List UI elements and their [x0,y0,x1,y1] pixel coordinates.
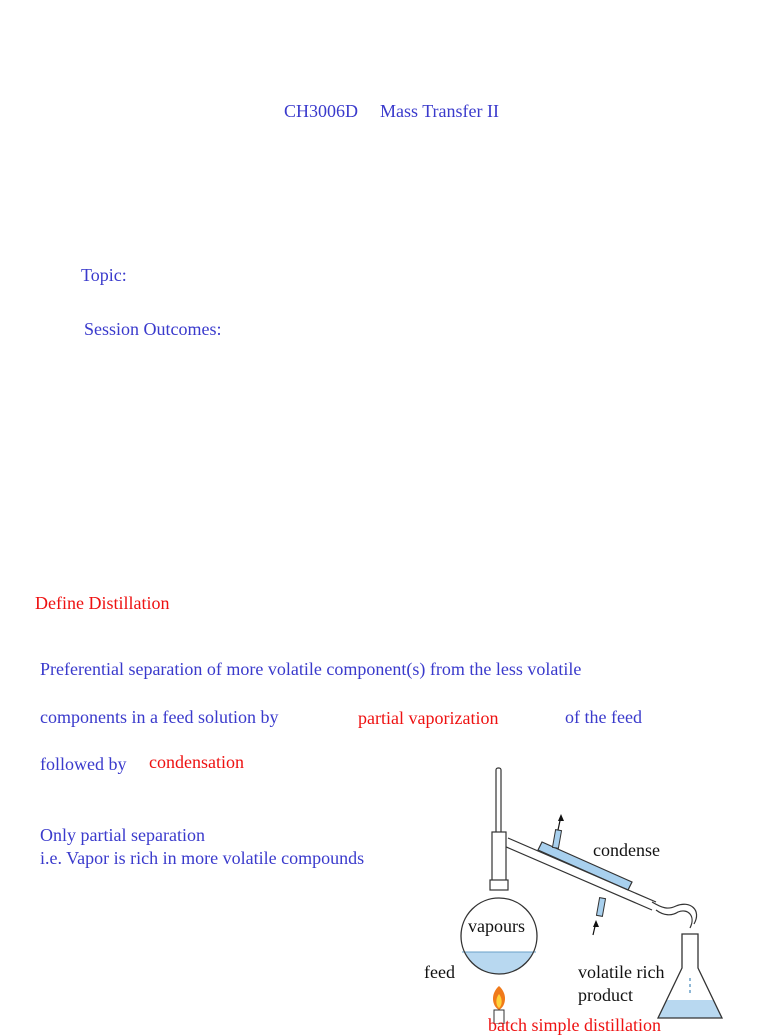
vapours-label: vapours [468,916,525,936]
erlenmeyer-flask [655,934,725,1020]
topic-label: Topic: [81,265,127,285]
definition-line-1: Preferential separation of more volatile component(s) from the less volatile [40,659,582,679]
course-title [284,100,499,122]
session-outcomes-label: Session Outcomes: [84,319,222,339]
round-bottom-flask [455,898,545,992]
condensation-highlight: condensation [149,752,244,772]
course-name: Mass Transfer II [380,101,500,121]
definition-line-3-start: followed by [40,754,127,774]
define-distillation-heading: Define Distillation [35,593,170,613]
diagram-caption: batch simple distillation [488,1015,661,1035]
arrow-up-icon [558,814,564,830]
course-code: CH3006D [284,101,359,121]
product-label: product [578,985,633,1005]
definition-line-2-start: components in a feed solution by [40,707,279,727]
partial-vaporization-highlight: partial vaporization [358,708,499,728]
feed-label: feed [424,962,455,982]
partial-separation-note: Only partial separation [40,825,205,845]
vapor-rich-note: i.e. Vapor is rich in more volatile compounds [40,848,365,868]
arrow-up-icon [593,920,599,935]
definition-line-2-end: of the feed [565,707,642,727]
volatile-rich-label: volatile rich [578,962,665,982]
condense-label: condense [593,840,660,860]
